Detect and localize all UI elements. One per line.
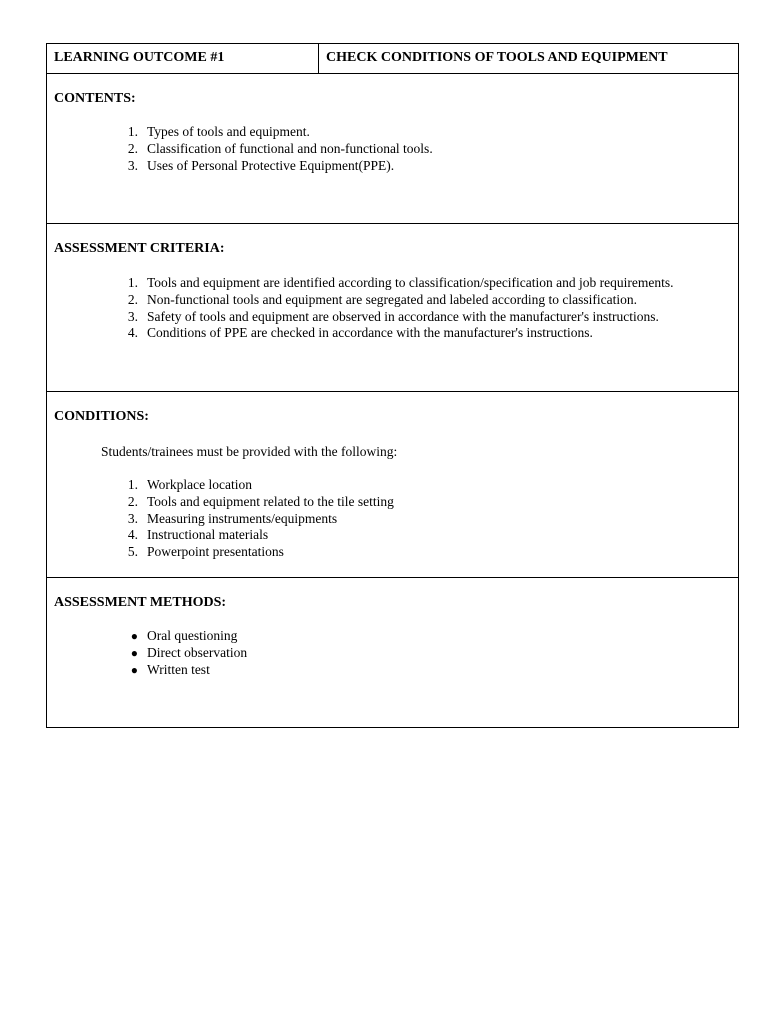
bullet-icon: ● bbox=[130, 629, 138, 643]
contents-section bbox=[47, 74, 738, 224]
item-text: Oral questioning bbox=[147, 628, 238, 643]
item-number: 3. bbox=[127, 157, 138, 173]
methods-item bbox=[54, 628, 738, 645]
item-number: 2. bbox=[127, 291, 138, 307]
criteria-item bbox=[54, 309, 738, 326]
learning-outcome-table bbox=[46, 43, 739, 728]
item-text: Safety of tools and equipment are observed in accordance with the manufacturer's instructions. bbox=[147, 308, 659, 324]
assessment-criteria-list bbox=[54, 275, 738, 342]
assessment-methods-list bbox=[54, 628, 738, 678]
criteria-item bbox=[54, 275, 738, 292]
item-number: 4. bbox=[127, 527, 138, 543]
assessment-methods-section bbox=[47, 578, 738, 727]
bullet-icon: ● bbox=[130, 645, 138, 660]
conditions-item bbox=[54, 494, 738, 511]
contents-item bbox=[54, 141, 738, 158]
contents-list bbox=[54, 124, 738, 174]
item-text: Powerpoint presentations bbox=[147, 544, 284, 560]
conditions-intro: Students/trainees must be provided with the following: bbox=[101, 444, 398, 459]
contents-item bbox=[54, 158, 738, 175]
methods-item bbox=[54, 645, 738, 662]
item-text: Uses of Personal Protective Equipment(PPE). bbox=[147, 157, 395, 173]
item-text: Types of tools and equipment. bbox=[147, 124, 310, 139]
criteria-item bbox=[54, 325, 738, 342]
assessment-criteria-section bbox=[47, 224, 738, 392]
item-number: 3. bbox=[127, 510, 138, 526]
item-text: Measuring instruments/equipments bbox=[147, 510, 338, 526]
item-number: 5. bbox=[127, 544, 138, 560]
item-number: 1. bbox=[127, 124, 138, 139]
bullet-icon: ● bbox=[130, 662, 138, 677]
conditions-list bbox=[54, 477, 738, 561]
item-text: Tools and equipment related to the tile setting bbox=[147, 493, 394, 509]
item-text: Conditions of PPE are checked in accordance with the manufacturer's instructions. bbox=[147, 325, 593, 341]
conditions-item bbox=[54, 544, 738, 561]
item-number: 4. bbox=[127, 325, 138, 341]
contents-item bbox=[54, 124, 738, 141]
contents-title: CONTENTS: bbox=[54, 91, 136, 106]
conditions-item bbox=[54, 511, 738, 528]
item-number: 3. bbox=[127, 308, 138, 324]
item-text: Tools and equipment are identified according to classification/specification and job requirements. bbox=[147, 275, 674, 290]
item-text: Direct observation bbox=[147, 644, 248, 660]
conditions-title: CONDITIONS: bbox=[54, 409, 149, 424]
conditions-item bbox=[54, 477, 738, 494]
learning-outcome-label: LEARNING OUTCOME #1 bbox=[47, 44, 319, 73]
header-row bbox=[47, 44, 738, 74]
methods-item bbox=[54, 662, 738, 679]
conditions-section bbox=[47, 392, 738, 578]
assessment-criteria-title: ASSESSMENT CRITERIA: bbox=[54, 241, 225, 256]
item-number: 1. bbox=[127, 477, 138, 492]
learning-outcome-title: CHECK CONDITIONS OF TOOLS AND EQUIPMENT bbox=[326, 50, 668, 65]
conditions-item bbox=[54, 527, 738, 544]
item-text: Instructional materials bbox=[147, 527, 269, 543]
item-text: Classification of functional and non-functional tools. bbox=[147, 140, 433, 156]
item-text: Workplace location bbox=[147, 477, 252, 492]
item-text: Non-functional tools and equipment are segregated and labeled according to classification. bbox=[147, 291, 637, 307]
item-number: 1. bbox=[127, 275, 138, 290]
item-number: 2. bbox=[127, 140, 138, 156]
criteria-item bbox=[54, 292, 738, 309]
assessment-methods-title: ASSESSMENT METHODS: bbox=[54, 595, 227, 610]
item-number: 2. bbox=[127, 493, 138, 509]
item-text: Written test bbox=[147, 661, 210, 677]
